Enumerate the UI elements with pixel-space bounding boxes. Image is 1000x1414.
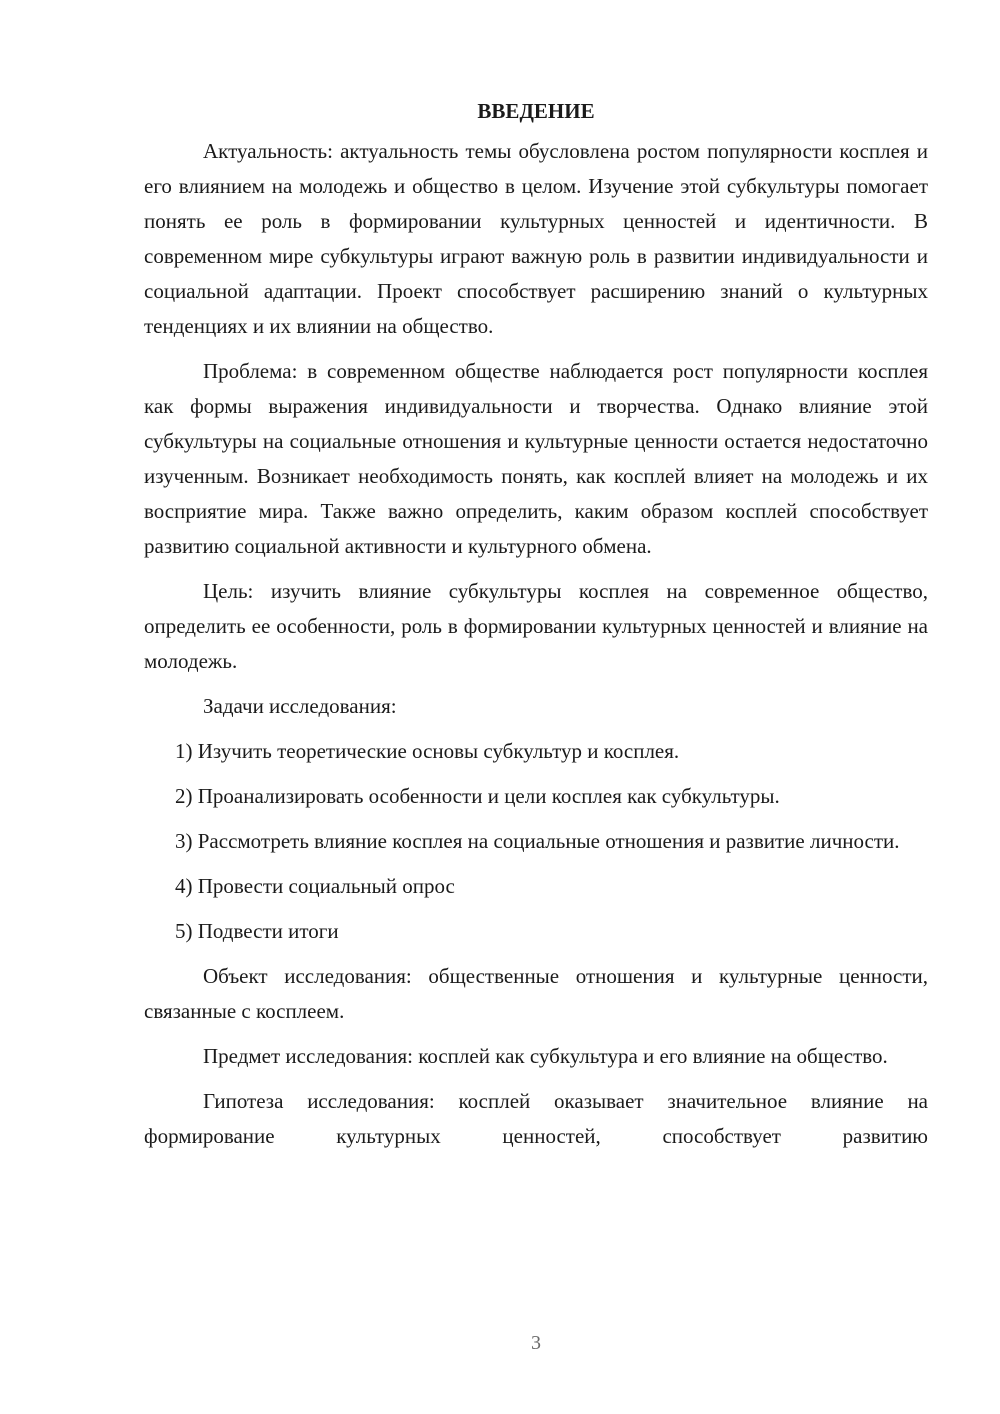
- paragraph-hypothesis: Гипотеза исследования: косплей оказывает значительное влияние на формирование культурных ценностей, способствует развитию: [144, 1089, 928, 1148]
- paragraph-relevance: Актуальность: актуальность темы обусловлена ростом популярности косплея и его влиянием на молодежь и общество в целом. Изучение этой субкультуры помогает понять ее роль в формировании культурных ценностей и идентичности. В современном мире субкультуры играют важную роль в развитии индивидуальности и социальной адаптации. Проект способствует расширению знаний о культурных тенденциях и их влиянии на общество.: [144, 139, 928, 338]
- task-item-4: 4) Провести социальный опрос: [175, 874, 455, 898]
- task-item-1: 1) Изучить теоретические основы субкультур и косплея.: [175, 739, 680, 763]
- paragraph-subject: Предмет исследования: косплей как субкультура и его влияние на общество.: [203, 1044, 888, 1068]
- paragraph-object: Объект исследования: общественные отношения и культурные ценности, связанные с косплеем.: [144, 964, 928, 1023]
- tasks-title: Задачи исследования:: [203, 694, 397, 718]
- paragraph-goal: Цель: изучить влияние субкультуры косплея на современное общество, определить ее особенности, роль в формировании культурных ценностей и влияние на молодежь.: [144, 579, 928, 673]
- task-item-5: 5) Подвести итоги: [175, 919, 339, 943]
- page-number: 3: [531, 1332, 541, 1354]
- section-heading: ВВЕДЕНИЕ: [477, 99, 595, 123]
- paragraph-problem: Проблема: в современном обществе наблюдается рост популярности косплея как формы выражения индивидуальности и творчества. Однако влияние этой субкультуры на социальные отношения и культурные ценности остается недостаточно изученным. Возникает необходимость понять, как косплей влияет на молодежь и их восприятие мира. Также важно определить, каким образом косплей способствует развитию социальной активности и культурного обмена.: [144, 359, 928, 558]
- task-item-2: 2) Проанализировать особенности и цели косплея как субкультуры.: [175, 784, 780, 808]
- task-item-3: 3) Рассмотреть влияние косплея на социальные отношения и развитие личности.: [175, 829, 900, 853]
